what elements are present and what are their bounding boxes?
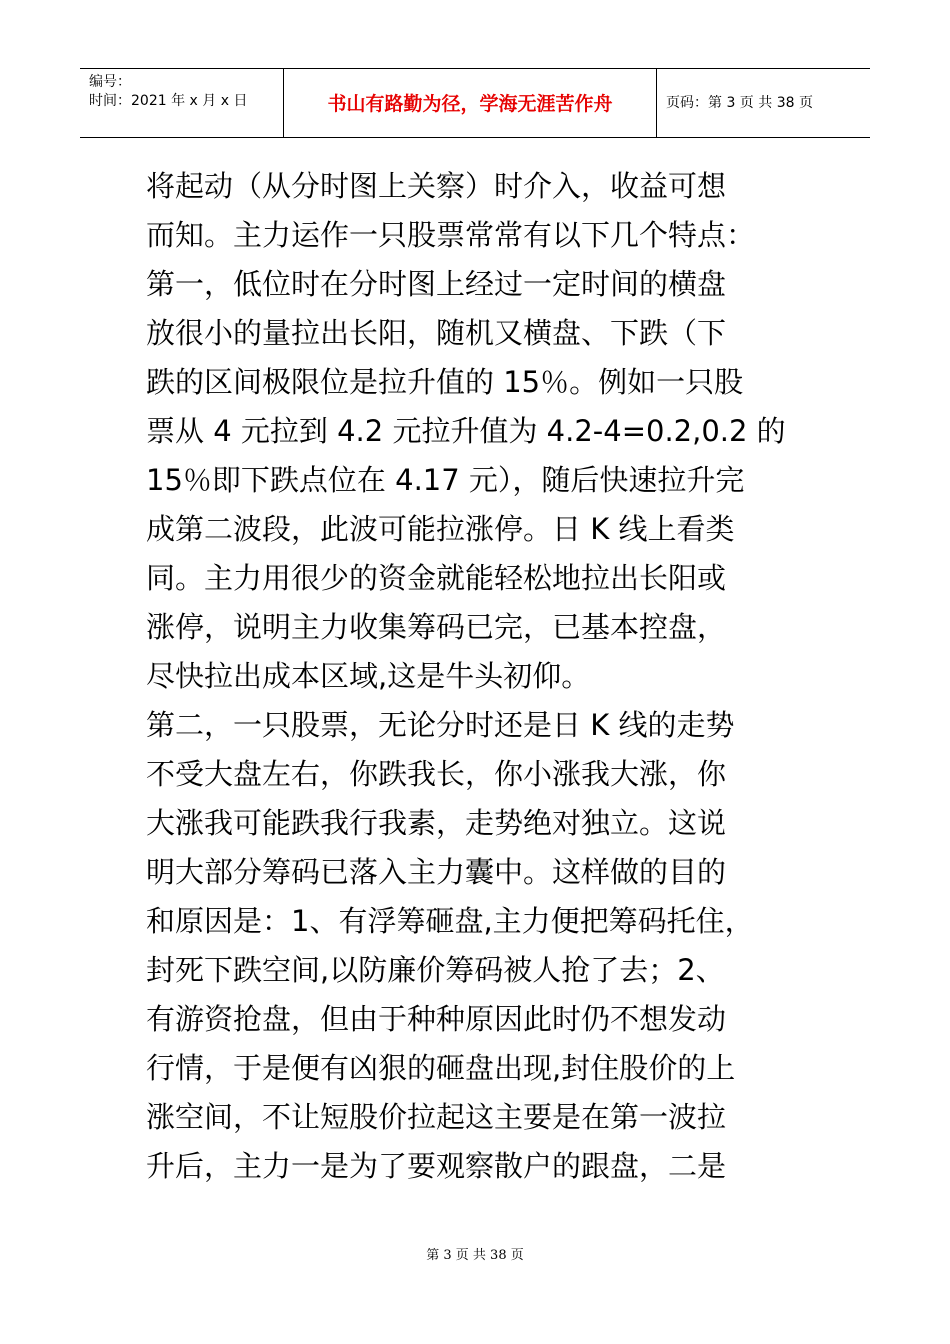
body-line: 而知。主力运作一只股票常常有以下几个特点： (146, 218, 756, 252)
body-line: 跌的区间极限位是拉升值的 15％。例如一只股 (146, 365, 744, 399)
body-line: 明大部分筹码已落入主力囊中。这样做的目的 (146, 855, 727, 889)
body-line: 有游资抢盘，但由于种种原因此时仍不想发动 (146, 1002, 727, 1036)
body-line: 第二，一只股票，无论分时还是日 K 线的走势 (146, 708, 735, 742)
page-header (80, 68, 870, 138)
body-line: 尽快拉出成本区域,这是牛头初仰。 (146, 659, 591, 693)
body-line: 成第二波段，此波可能拉涨停。日 K 线上看类 (146, 512, 735, 546)
header-motto-cell (283, 69, 657, 137)
body-line: 涨停，说明主力收集筹码已完，已基本控盘， (146, 610, 727, 644)
header-page-info: 页码：第 3 页 共 38 页 (666, 95, 813, 111)
body-line: 行情，于是便有凶狠的砸盘出现,封住股价的上 (146, 1051, 736, 1085)
body-line: 15％即下跌点位在 4.17 元），随后快速拉升完 (146, 463, 745, 497)
body-line: 涨空间，不让短股价拉起这主要是在第一波拉 (146, 1100, 727, 1134)
doc-number-label: 编号： (89, 74, 131, 90)
body-line: 放很小的量拉出长阳，随机又横盘、下跌（下 (146, 316, 727, 350)
body-line: 大涨我可能跌我行我素，走势绝对独立。这说 (146, 806, 727, 840)
body-text (146, 162, 816, 1191)
header-info-cell (80, 69, 282, 137)
doc-date-label: 时间：2021 年 x 月 x 日 (89, 93, 248, 109)
header-motto: 书山有路勤为径，学海无涯苦作舟 (327, 93, 613, 115)
body-line: 和原因是：1、有浮筹砸盘,主力便把筹码托住， (146, 904, 754, 938)
body-line: 票从 4 元拉到 4.2 元拉升值为 4.2-4=0.2,0.2 的 (146, 414, 786, 448)
body-line: 封死下跌空间,以防廉价筹码被人抢了去；2、 (146, 953, 725, 987)
body-line: 将起动（从分时图上关察）时介入，收益可想 (146, 169, 727, 203)
body-line: 不受大盘左右，你跌我长，你小涨我大涨，你 (146, 757, 727, 791)
body-line: 同。主力用很少的资金就能轻松地拉出长阳或 (146, 561, 727, 595)
header-page-cell (656, 69, 870, 137)
page-footer: 第 3 页 共 38 页 (426, 1248, 524, 1263)
body-line: 第一，低位时在分时图上经过一定时间的横盘 (146, 267, 727, 301)
body-line: 升后，主力一是为了要观察散户的跟盘，二是 (146, 1149, 727, 1183)
